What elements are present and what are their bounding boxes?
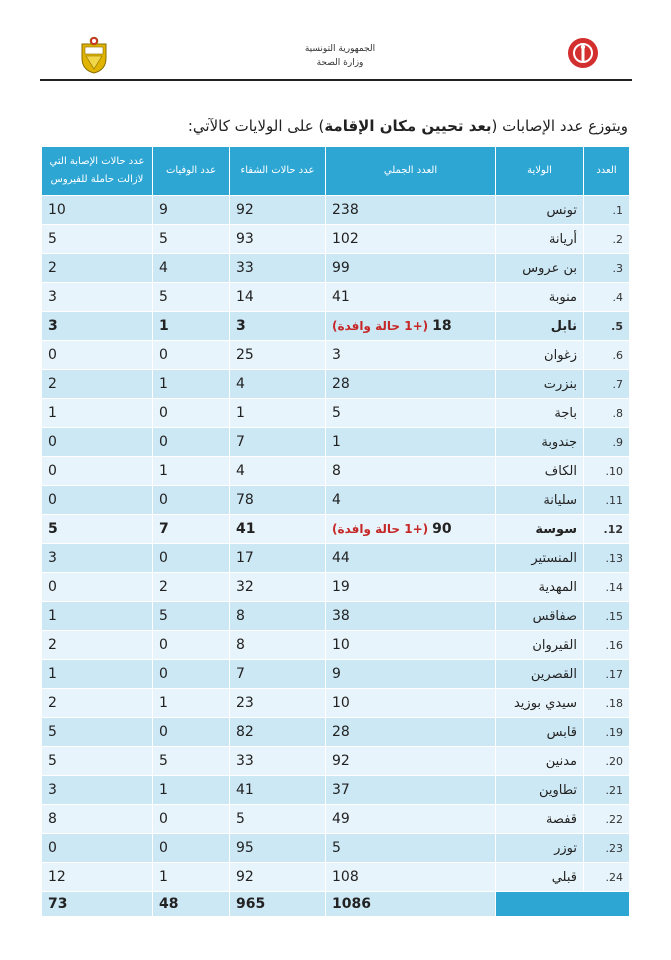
row-deaths: 0 — [153, 341, 230, 370]
row-index: 10. — [584, 457, 630, 486]
table-row — [42, 515, 630, 544]
row-index: 16. — [584, 631, 630, 660]
row-active: 1 — [42, 399, 153, 428]
row-total: 1 — [326, 428, 496, 457]
row-recovered: 33 — [230, 254, 326, 283]
row-recovered: 32 — [230, 573, 326, 602]
cases-by-governorate-table — [41, 146, 630, 917]
row-recovered: 23 — [230, 689, 326, 718]
row-total: 28 — [326, 370, 496, 399]
row-total: 238 — [326, 196, 496, 225]
totals-recovered: 965 — [230, 892, 326, 917]
table-row — [42, 283, 630, 312]
row-recovered: 8 — [230, 602, 326, 631]
tunisia-coat-of-arms-icon — [78, 36, 110, 74]
row-deaths: 1 — [153, 776, 230, 805]
row-index: 14. — [584, 573, 630, 602]
row-total-value: 18 — [432, 318, 452, 334]
table-row — [42, 457, 630, 486]
header-recovered: عدد حالات الشفاء — [230, 147, 326, 196]
row-total: 108 — [326, 863, 496, 892]
row-index: 2. — [584, 225, 630, 254]
row-deaths: 1 — [153, 863, 230, 892]
row-recovered: 92 — [230, 863, 326, 892]
row-governorate: قابس — [496, 718, 584, 747]
header-deaths: عدد الوفيات — [153, 147, 230, 196]
row-governorate: بن عروس — [496, 254, 584, 283]
row-index: 6. — [584, 341, 630, 370]
table-row — [42, 254, 630, 283]
row-active: 10 — [42, 196, 153, 225]
ministry-label: وزارة الصحة — [316, 58, 364, 68]
row-governorate: سوسة — [496, 515, 584, 544]
row-index: 22. — [584, 805, 630, 834]
table-row — [42, 747, 630, 776]
row-imported-case-note: (+1 حالة وافدة) — [332, 522, 429, 536]
row-deaths: 9 — [153, 196, 230, 225]
row-active: 3 — [42, 283, 153, 312]
row-deaths: 1 — [153, 457, 230, 486]
row-active: 12 — [42, 863, 153, 892]
row-deaths: 5 — [153, 602, 230, 631]
totals-blank-cell — [496, 892, 630, 917]
intro-suffix: ) على الولايات كالآتي: — [187, 117, 325, 135]
row-active: 5 — [42, 718, 153, 747]
table-row — [42, 486, 630, 515]
row-recovered: 7 — [230, 428, 326, 457]
row-recovered: 4 — [230, 457, 326, 486]
table-row — [42, 631, 630, 660]
row-deaths: 5 — [153, 283, 230, 312]
row-deaths: 0 — [153, 631, 230, 660]
row-recovered: 33 — [230, 747, 326, 776]
row-governorate: سيدي بوزيد — [496, 689, 584, 718]
row-deaths: 1 — [153, 312, 230, 341]
table-row — [42, 602, 630, 631]
table-row — [42, 399, 630, 428]
row-total: 44 — [326, 544, 496, 573]
row-total: 19 — [326, 573, 496, 602]
table-row — [42, 834, 630, 863]
table-row — [42, 544, 630, 573]
row-deaths: 0 — [153, 428, 230, 457]
row-governorate: تطاوين — [496, 776, 584, 805]
table-row — [42, 718, 630, 747]
row-active: 0 — [42, 341, 153, 370]
row-index: 13. — [584, 544, 630, 573]
totals-deaths: 48 — [153, 892, 230, 917]
row-active: 5 — [42, 747, 153, 776]
row-total: 99 — [326, 254, 496, 283]
row-deaths: 0 — [153, 834, 230, 863]
row-deaths: 1 — [153, 370, 230, 399]
ministry-title — [250, 42, 430, 70]
row-governorate: زغوان — [496, 341, 584, 370]
row-governorate: المنستير — [496, 544, 584, 573]
table-row — [42, 573, 630, 602]
row-index: 15. — [584, 602, 630, 631]
row-index: 21. — [584, 776, 630, 805]
table-row — [42, 312, 630, 341]
row-active: 2 — [42, 370, 153, 399]
row-governorate: مدنين — [496, 747, 584, 776]
row-total — [326, 515, 496, 544]
row-deaths: 7 — [153, 515, 230, 544]
table-body — [42, 196, 630, 917]
row-total: 9 — [326, 660, 496, 689]
header-index: العدد — [584, 147, 630, 196]
header-active: عدد حالات الإصابة التي لازالت حاملة للفيروس — [42, 147, 153, 196]
row-total: 10 — [326, 631, 496, 660]
row-active: 0 — [42, 486, 153, 515]
row-index: 9. — [584, 428, 630, 457]
row-recovered: 92 — [230, 196, 326, 225]
row-index: 23. — [584, 834, 630, 863]
row-total: 3 — [326, 341, 496, 370]
table-row — [42, 428, 630, 457]
row-recovered: 3 — [230, 312, 326, 341]
row-active: 0 — [42, 573, 153, 602]
row-governorate: نابل — [496, 312, 584, 341]
row-deaths: 5 — [153, 225, 230, 254]
row-recovered: 78 — [230, 486, 326, 515]
row-recovered: 7 — [230, 660, 326, 689]
row-index: 20. — [584, 747, 630, 776]
row-recovered: 41 — [230, 776, 326, 805]
row-total: 49 — [326, 805, 496, 834]
row-total: 92 — [326, 747, 496, 776]
row-governorate: تونس — [496, 196, 584, 225]
header-total: العدد الجملي — [326, 147, 496, 196]
row-index: 5. — [584, 312, 630, 341]
row-active: 3 — [42, 544, 153, 573]
row-total: 10 — [326, 689, 496, 718]
row-index: 4. — [584, 283, 630, 312]
row-governorate: منوبة — [496, 283, 584, 312]
intro-prefix: ويتوزع عدد الإصابات ( — [491, 117, 628, 135]
row-deaths: 1 — [153, 689, 230, 718]
row-active: 2 — [42, 254, 153, 283]
header-governorate: الولاية — [496, 147, 584, 196]
row-total: 5 — [326, 834, 496, 863]
row-recovered: 93 — [230, 225, 326, 254]
header-divider — [40, 79, 632, 81]
row-active: 5 — [42, 515, 153, 544]
row-governorate: توزر — [496, 834, 584, 863]
row-recovered: 14 — [230, 283, 326, 312]
row-deaths: 5 — [153, 747, 230, 776]
row-active: 3 — [42, 312, 153, 341]
row-active: 5 — [42, 225, 153, 254]
row-recovered: 5 — [230, 805, 326, 834]
row-recovered: 4 — [230, 370, 326, 399]
row-governorate: جندوبة — [496, 428, 584, 457]
row-governorate: بنزرت — [496, 370, 584, 399]
row-governorate: قبلي — [496, 863, 584, 892]
republic-label: الجمهورية التونسية — [304, 44, 376, 54]
row-index: 19. — [584, 718, 630, 747]
row-recovered: 82 — [230, 718, 326, 747]
row-index: 24. — [584, 863, 630, 892]
table-row — [42, 341, 630, 370]
table-row — [42, 225, 630, 254]
row-deaths: 0 — [153, 660, 230, 689]
ministry-of-health-logo-icon — [567, 37, 599, 69]
row-recovered: 25 — [230, 341, 326, 370]
row-recovered: 17 — [230, 544, 326, 573]
row-active: 1 — [42, 660, 153, 689]
row-governorate: باجة — [496, 399, 584, 428]
row-total: 41 — [326, 283, 496, 312]
table-row — [42, 689, 630, 718]
row-governorate: سليانة — [496, 486, 584, 515]
totals-row — [42, 892, 630, 917]
row-index: 3. — [584, 254, 630, 283]
row-index: 17. — [584, 660, 630, 689]
totals-active: 73 — [42, 892, 153, 917]
table-header-row — [42, 147, 630, 196]
row-imported-case-note: (+1 حالة وافدة) — [332, 319, 429, 333]
row-deaths: 0 — [153, 486, 230, 515]
row-index: 8. — [584, 399, 630, 428]
row-governorate: الكاف — [496, 457, 584, 486]
table-row — [42, 863, 630, 892]
row-governorate: أريانة — [496, 225, 584, 254]
row-recovered: 41 — [230, 515, 326, 544]
table-row — [42, 370, 630, 399]
totals-total: 1086 — [326, 892, 496, 917]
intro-sentence — [110, 117, 628, 135]
row-total — [326, 312, 496, 341]
row-active: 0 — [42, 428, 153, 457]
row-total: 5 — [326, 399, 496, 428]
row-active: 0 — [42, 834, 153, 863]
row-total-value: 90 — [432, 521, 452, 537]
row-index: 18. — [584, 689, 630, 718]
row-governorate: صفاقس — [496, 602, 584, 631]
row-deaths: 2 — [153, 573, 230, 602]
row-deaths: 0 — [153, 544, 230, 573]
row-active: 2 — [42, 631, 153, 660]
row-total: 102 — [326, 225, 496, 254]
table-row — [42, 196, 630, 225]
row-deaths: 0 — [153, 805, 230, 834]
row-index: 1. — [584, 196, 630, 225]
row-active: 3 — [42, 776, 153, 805]
row-index: 12. — [584, 515, 630, 544]
row-recovered: 95 — [230, 834, 326, 863]
row-deaths: 4 — [153, 254, 230, 283]
row-governorate: قفصة — [496, 805, 584, 834]
row-active: 0 — [42, 457, 153, 486]
row-deaths: 0 — [153, 718, 230, 747]
table-row — [42, 805, 630, 834]
row-active: 1 — [42, 602, 153, 631]
row-total: 38 — [326, 602, 496, 631]
row-total: 37 — [326, 776, 496, 805]
row-governorate: القصرين — [496, 660, 584, 689]
row-total: 28 — [326, 718, 496, 747]
row-active: 2 — [42, 689, 153, 718]
table-row — [42, 660, 630, 689]
table-row — [42, 776, 630, 805]
row-governorate: القيروان — [496, 631, 584, 660]
row-index: 7. — [584, 370, 630, 399]
row-recovered: 8 — [230, 631, 326, 660]
row-index: 11. — [584, 486, 630, 515]
row-total: 8 — [326, 457, 496, 486]
row-active: 8 — [42, 805, 153, 834]
row-total: 4 — [326, 486, 496, 515]
row-deaths: 0 — [153, 399, 230, 428]
intro-emphasis: بعد تحيين مكان الإقامة — [324, 117, 492, 135]
row-recovered: 1 — [230, 399, 326, 428]
row-governorate: المهدية — [496, 573, 584, 602]
